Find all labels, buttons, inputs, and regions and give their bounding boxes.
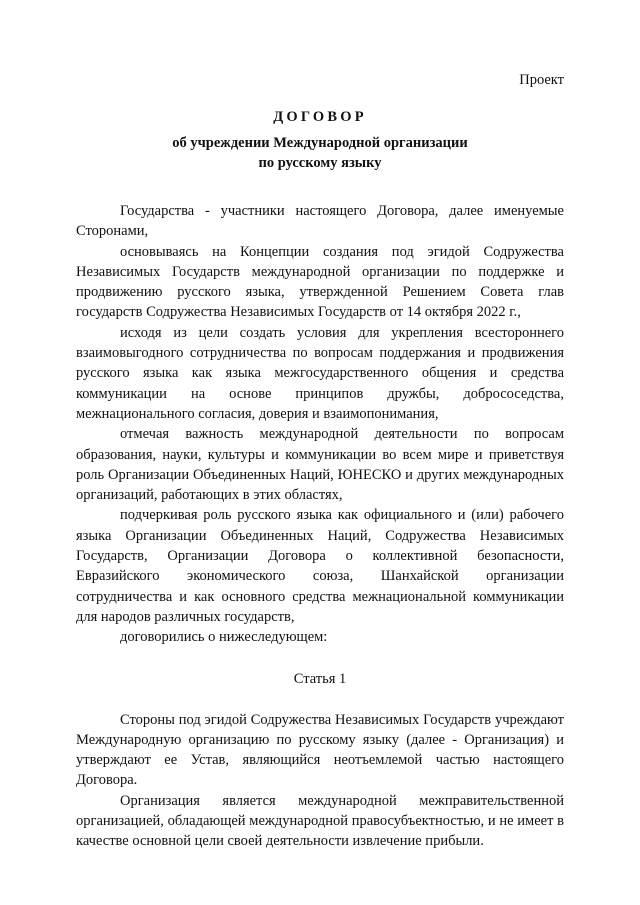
article-heading: Статья 1 bbox=[293, 670, 347, 687]
article-paragraph: Организация является международной межправительственной организацией, обладающей международной правосубъектностью, и не имеет в качестве основной цели своей деятельности извлечение прибыли. bbox=[76, 792, 564, 850]
preamble-paragraph: отмечая важность международной деятельности по вопросам образования, науки, культуры и коммуникации во всем мире и приветствуя роль Организации Объединенных Наций, ЮНЕСКО и других международных организаций, работающих в этих областях, bbox=[76, 426, 564, 504]
preamble-paragraph: основываясь на Концепции создания под эгидой Содружества Независимых Государств международной организации по поддержке и продвижению русского языка, утвержденной Решением Совета глав государств Содружества Независимых Государств от 14 октября 2022 г., bbox=[76, 243, 564, 321]
document-page bbox=[76, 70, 564, 852]
preamble-paragraph: договорились о нижеследующем: bbox=[120, 629, 328, 646]
preamble-paragraph: исходя из цели создать условия для укрепления всестороннего взаимовыгодного сотрудничества по вопросам поддержания и продвижения русского языка как языка межгосударственного общения и средства коммуникации на основе принципов дружбы, добрососедства, межнационального согласия, доверия и взаимопонимания, bbox=[76, 324, 564, 422]
subtitle-line-1: об учреждении Международной организации bbox=[172, 135, 468, 151]
document-subtitle bbox=[76, 133, 564, 173]
article-1 bbox=[76, 669, 564, 852]
draft-label: Проект bbox=[519, 72, 564, 88]
document-title: ДОГОВОР bbox=[273, 109, 367, 125]
preamble bbox=[76, 201, 564, 648]
preamble-paragraph: Государства - участники настоящего Договора, далее именуемые Сторонами, bbox=[76, 203, 564, 240]
preamble-paragraph: подчеркивая роль русского языка как официального и (или) рабочего языка Организации Объединенных Наций, Содружества Независимых Государств, Организации Договора о коллективной безопасности, Евразийского экономического союза, Шанхайской организации сотрудничества и как основного средства межнациональной коммуникации для народов различных государств, bbox=[76, 507, 564, 625]
article-paragraph: Стороны под эгидой Содружества Независимых Государств учреждают Международную организацию по русскому языку (далее - Организация) и утверждают ее Устав, являющийся неотъемлемой частью настоящего Договора. bbox=[76, 711, 564, 789]
subtitle-line-2: по русскому языку bbox=[258, 155, 382, 171]
